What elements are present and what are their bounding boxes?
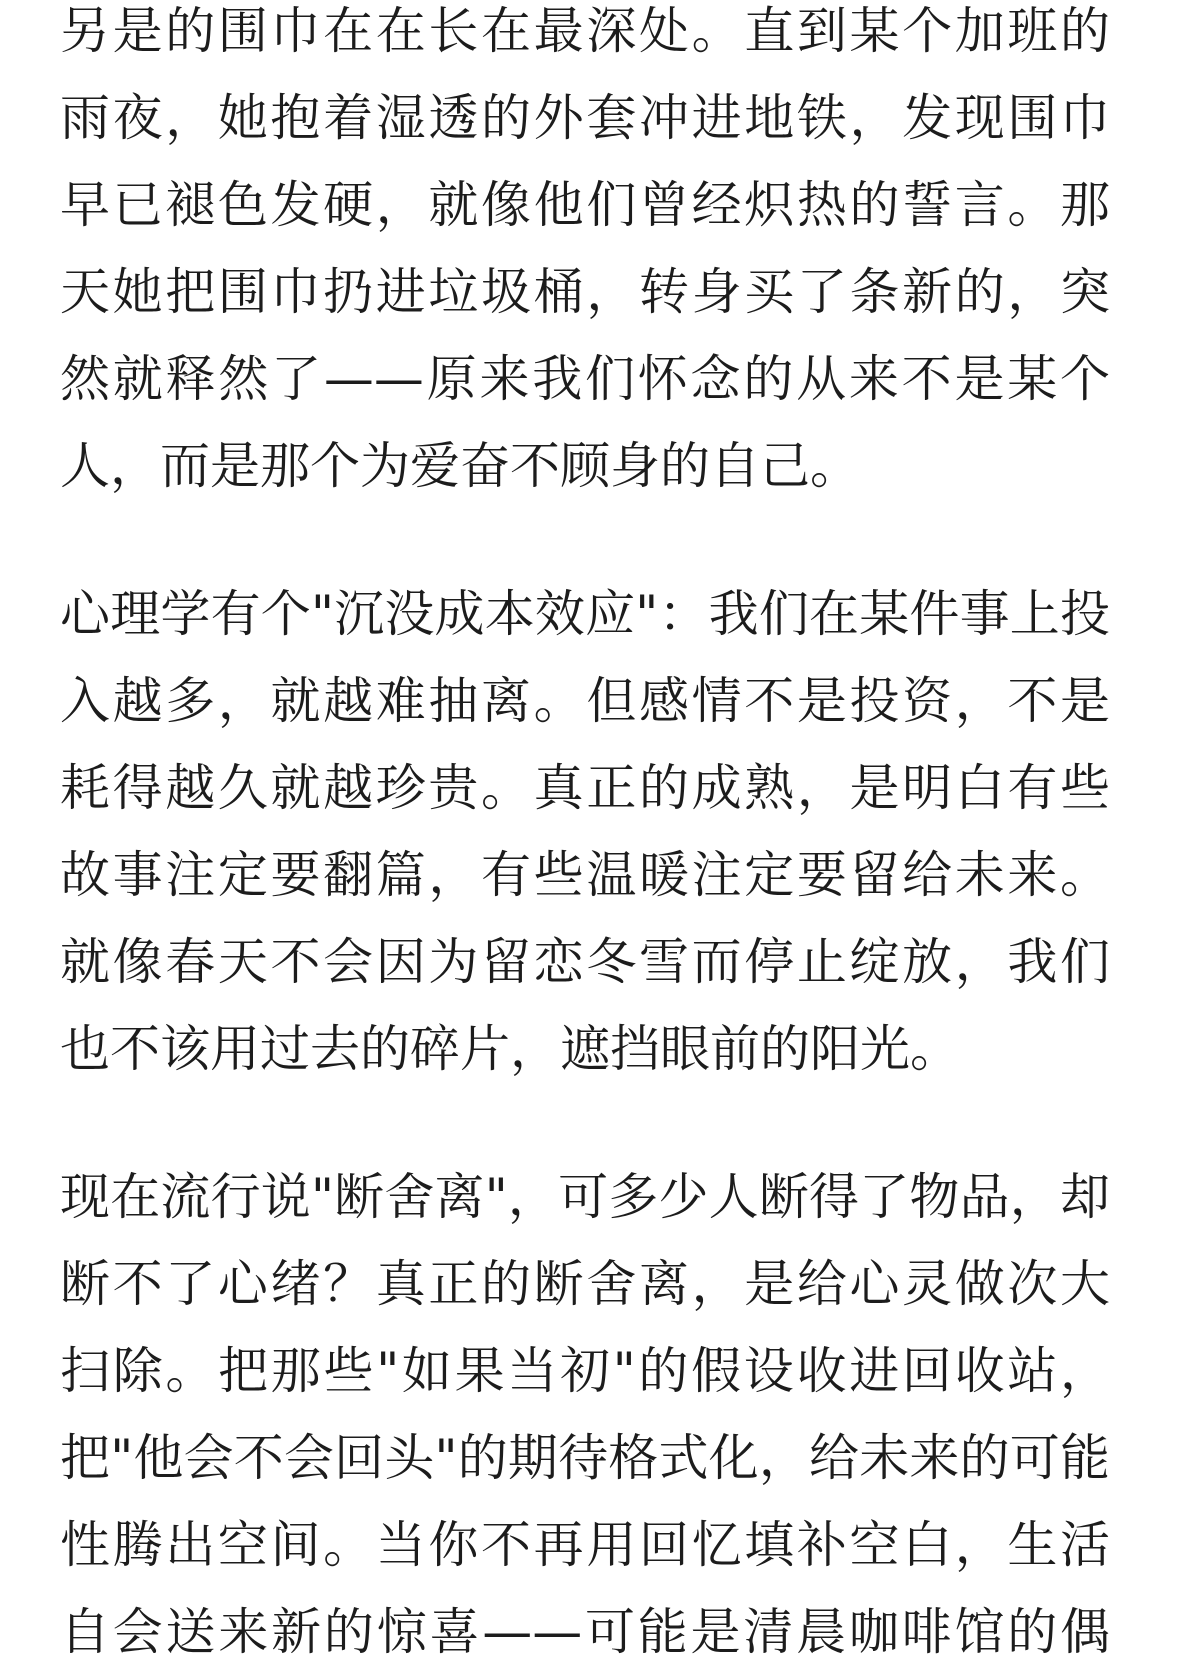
paragraph-1 bbox=[60, 0, 1110, 510]
text-line: 就像春天不会因为留恋冬雪而停止绽放，我们 bbox=[60, 933, 1110, 991]
paragraph-spacer bbox=[60, 510, 1110, 571]
text-line: 然就释然了——原来我们怀念的从来不是某个 bbox=[60, 350, 1110, 408]
text-line: 天她把围巾扔进垃圾桶，转身买了条新的，突 bbox=[60, 263, 1110, 321]
text-line: 性腾出空间。当你不再用回忆填补空白，生活 bbox=[60, 1516, 1110, 1574]
text-line: 扫除。把那些"如果当初"的假设收进回收站， bbox=[60, 1342, 1110, 1400]
text-line: 雨夜，她抱着湿透的外套冲进地铁，发现围巾 bbox=[60, 89, 1110, 147]
text-line: 自会送来新的惊喜——可能是清晨咖啡馆的偶 bbox=[60, 1603, 1110, 1661]
article-body bbox=[60, 0, 1110, 1676]
text-line: 现在流行说"断舍离"，可多少人断得了物品，却 bbox=[60, 1168, 1110, 1226]
paragraph-spacer bbox=[60, 1093, 1110, 1154]
text-line: 故事注定要翻篇，有些温暖注定要留给未来。 bbox=[60, 846, 1110, 904]
text-line: 耗得越久就越珍贵。真正的成熟，是明白有些 bbox=[60, 759, 1110, 817]
text-line: 心理学有个"沉没成本效应"：我们在某件事上投 bbox=[60, 585, 1110, 643]
text-line: 断不了心绪？真正的断舍离，是给心灵做次大 bbox=[60, 1255, 1110, 1313]
paragraph-2 bbox=[60, 571, 1110, 1093]
text-line: 人，而是那个为爱奋不顾身的自己。 bbox=[60, 437, 860, 495]
text-line: 也不该用过去的碎片，遮挡眼前的阳光。 bbox=[60, 1020, 960, 1078]
paragraph-3 bbox=[60, 1154, 1110, 1676]
text-line: 把"他会不会回头"的期待格式化，给未来的可能 bbox=[60, 1429, 1110, 1487]
text-line: 另是的围巾在在长在最深处。直到某个加班的 bbox=[60, 2, 1110, 60]
text-line: 早已褪色发硬，就像他们曾经炽热的誓言。那 bbox=[60, 176, 1110, 234]
text-line: 入越多，就越难抽离。但感情不是投资，不是 bbox=[60, 672, 1110, 730]
